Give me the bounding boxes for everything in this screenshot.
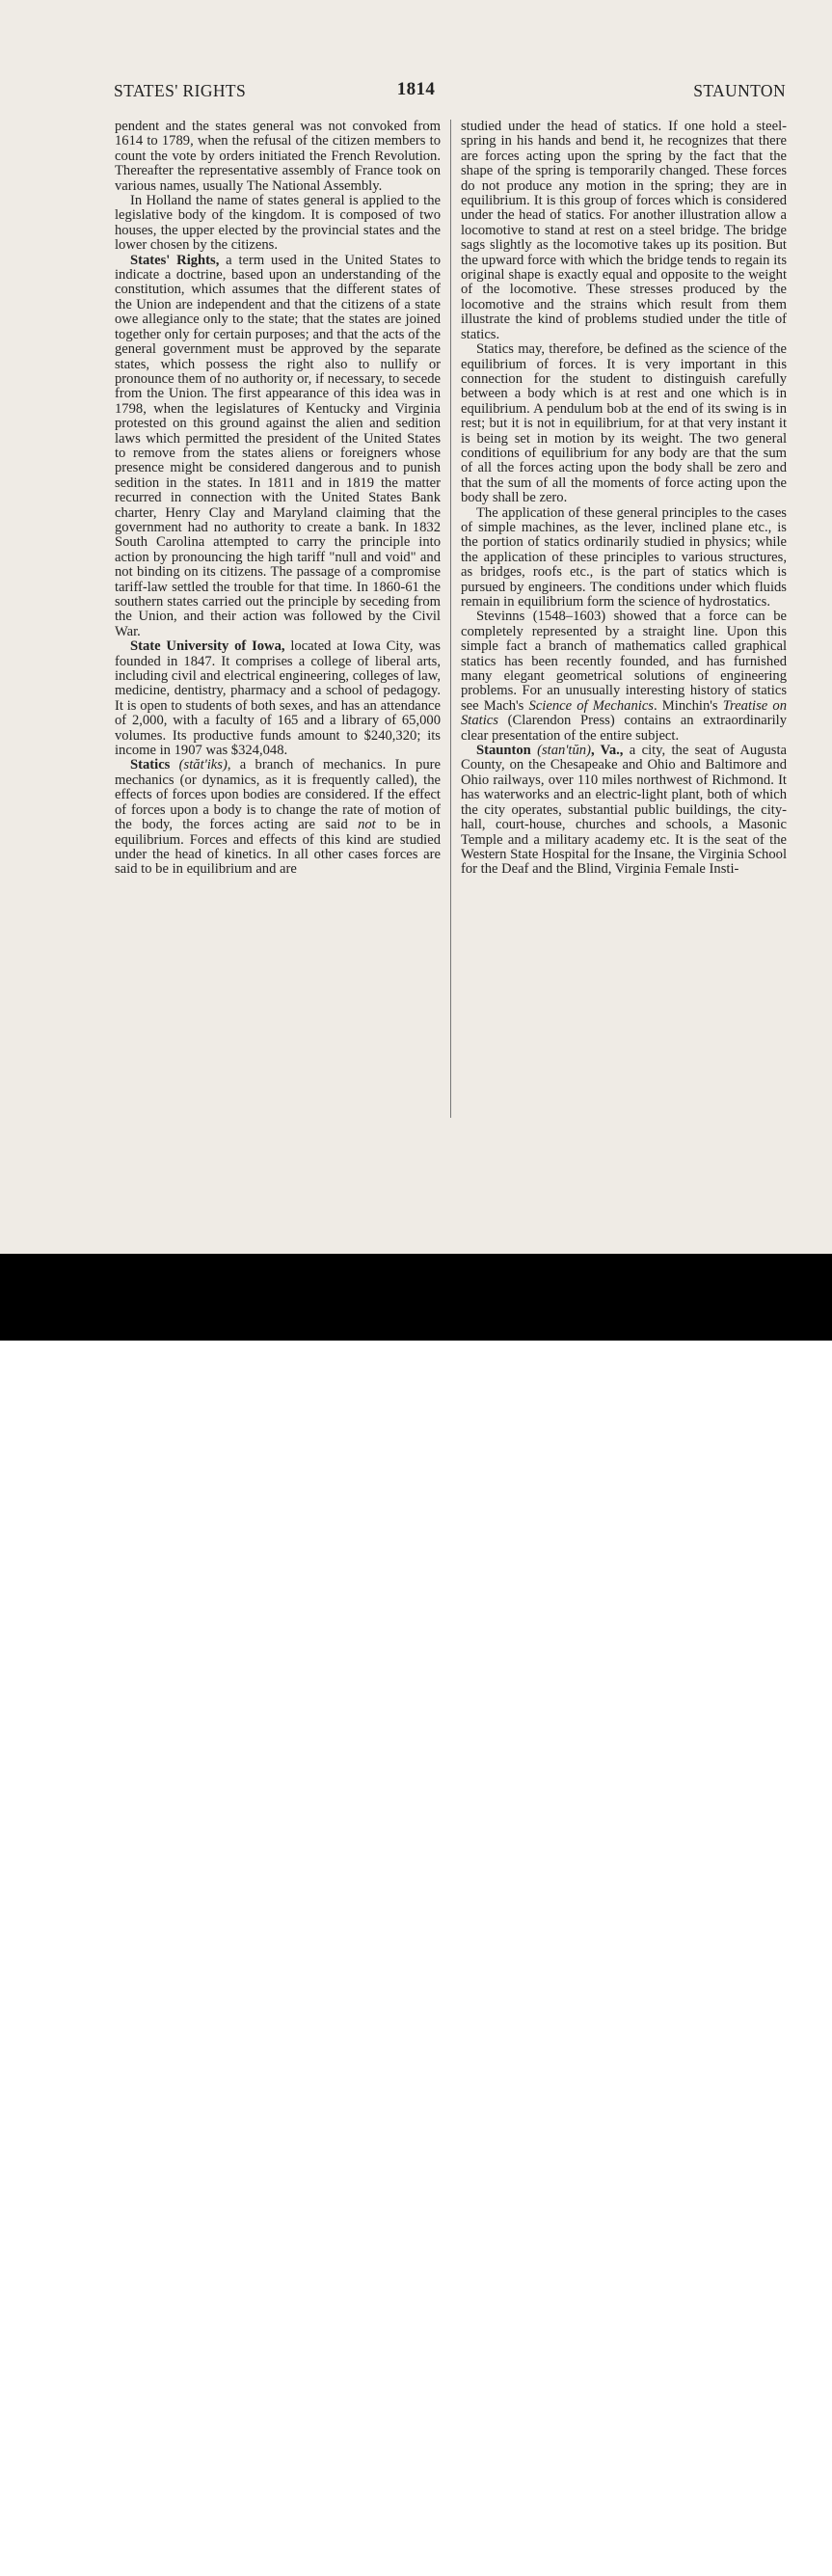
page-number: 1814 bbox=[396, 79, 436, 99]
entry-text: a city, the seat of Augusta County, on the Chesapeake and Ohio and Baltimore and Ohio railways, over 110 miles northwest of Richmond. It has waterworks and an electric-light plant, both of which the city operates, substantial public buildings, the city-hall, court-house, churches and schools, a Masonic Temple and a military academy etc. It is the seat of the Western State Hospital for the Insane, the Virginia School for the Deaf and the Blind, Virginia Female Insti- bbox=[461, 743, 787, 878]
entry-term: State University of Iowa, bbox=[130, 638, 285, 655]
image-id: P91W1D bbox=[740, 2529, 815, 2547]
entry-text: to be in equilibrium. Forces and effects of this kind are studied under the head of kinetics. In all other cases forces are said to be in equilibrium and are bbox=[115, 817, 441, 878]
running-head-right: STAUNTON bbox=[693, 81, 786, 100]
pronunciation: (stan'tŭn) bbox=[537, 743, 591, 759]
entry-state-university-of-iowa bbox=[115, 639, 441, 758]
entry-text: a term used in the United States to indicate a doctrine, based upon an understanding of the constitution, which assumes that the different states of the Union are independent and that the citizens of a state owe allegiance only to the state; that the states are joined together only for certain purposes; and that the acts of the general government must be approved by the separate states, which possess the right also to nullify or pronounce them of no authority or, if necessary, to secede from the Union. The first appearance of this idea was in 1798, when the legislatures of Kentucky and Virginia protested on this ground against the alien and sedition laws which permitted the president of the United States to remove from the states aliens or foreigners whose presence might be considered dangerous and to punish sedition in the states. In 1811 and in 1819 the matter recurred in connection with the United States Bank charter, Henry Clay and Maryland claiming that the government had no authority to create a bank. In 1832 South Carolina attempted to carry the principle into action by pronouncing the high tariff "null and void" and not binding on its citizens. The passage of a compromise tariff-law settled the trouble for that time. In 1860-61 the southern states carried out the principle by seceding from the Union, and their action was followed by the Civil War. bbox=[115, 252, 441, 639]
book-title: Science of Mechanics bbox=[528, 697, 654, 714]
running-head-left: STATES' RIGHTS bbox=[114, 81, 247, 100]
paragraph: The application of these general principles to the cases of simple machines, as the lever, inclined plane etc., is the portion of statics ordinarily studied in physics; while the application of these principles to various structures, as bridges, roofs etc., is the part of statics which is pursued by engineers. The conditions under which fluids remain in equilibrium form the science of hydrostatics. bbox=[461, 504, 787, 610]
paragraph-text: . Minchin's bbox=[653, 697, 723, 714]
paragraph: pendent and the states general was not convoked from 1614 to 1789, when the refusal of the citizen members to count the vote by orders initiated the French Revolution. Thereafter the representative assembly of France took on various names, usually The National Assembly. bbox=[115, 119, 441, 194]
entry-state: , Va., bbox=[590, 743, 624, 759]
entry-term: Statics bbox=[130, 757, 171, 773]
paragraph: studied under the head of statics. If one hold a steel-spring in his hands and bend it, he recognizes that there are forces acting upon the spring by the fact that the shape of the spring is temporarily changed. These forces do not produce any motion in the spring; they are in equilibrium. It is this group of forces which is considered under the head of statics. For another illustration allow a locomotive to stand at rest on a steel bridge. The bridge sags slightly as the locomotive takes up its position. But the upward force with which the bridge tends to regain its original shape is exactly equal and opposite to the weight of the locomotive. These stresses produced by the locomotive and the strains which result from them illustrate the kind of problems studied under the title of statics. bbox=[461, 119, 787, 342]
column-divider bbox=[450, 120, 451, 1118]
entry-states-rights bbox=[115, 254, 441, 640]
entry-term: States' Rights, bbox=[130, 252, 220, 268]
entry-text: , a branch of mechanics. In pure mechanics (or dynamics, as it is frequently called), the effects of forces upon bodies are considered. If the effect of forces upon a body is to change the rate of motion of the body, the forces acting are said bbox=[115, 757, 441, 833]
paragraph-text: (Clarendon Press) contains an extraordinarily clear presentation of the entire subject. bbox=[461, 713, 787, 744]
entry-statics bbox=[115, 758, 441, 877]
alamy-logo: alamy bbox=[46, 2525, 159, 2564]
emphasis: not bbox=[358, 817, 376, 833]
pronunciation: (stăt'iks) bbox=[178, 757, 228, 773]
left-column bbox=[115, 120, 441, 878]
entry-text: located at Iowa City, was founded in 1847. It comprises a college of liberal arts, including civil and electrical engineering, colleges of law, medicine, dentistry, pharmacy and a school of pedagogy. It is open to students of both sexes, and has an attendance of 2,000, with a faculty of 165 and a library of 65,000 volumes. Its productive funds amount to $240,320; its income in 1907 was $324,048. bbox=[115, 638, 441, 759]
entry-staunton bbox=[461, 744, 787, 878]
watermark-strip bbox=[0, 1254, 832, 2576]
scanned-page bbox=[0, 0, 832, 1254]
site-url: www.alamy.com bbox=[657, 2556, 815, 2576]
paragraph: In Holland the name of states general is applied to the legislative body of the kingdom. It is composed of two houses, the upper elected by the provincial states and the lower chosen by the citizens. bbox=[115, 193, 441, 254]
book-title: Treatise on Statics bbox=[461, 697, 788, 729]
paragraph: Statics may, therefore, be defined as the science of the equilibrium of forces. It is very important in this connection for the student to distinguish carefully between a body which is at rest and one which is in equilibrium. A pendulum bob at the end of its swing is in rest; but it is not in equilibrium, for at that very instant it is being set in motion by its weight. The two general conditions of equilibrium for any body are that the sum of all the forces acting upon the body shall be zero and that the sum of all the moments of force acting upon the body shall be zero. bbox=[461, 341, 787, 506]
entry-term: Staunton bbox=[476, 743, 531, 759]
right-column bbox=[461, 120, 787, 878]
paragraph-text: Stevinns (1548–1603) showed that a force can be completely represented by a straight line. Upon this simple fact a branch of mathematics called graphical statics has been recently founded, and has furnished many elegant geometrical solutions of engineering problems. For an unusually interesting history of statics see Mach's bbox=[461, 609, 787, 714]
paragraph bbox=[461, 610, 787, 744]
